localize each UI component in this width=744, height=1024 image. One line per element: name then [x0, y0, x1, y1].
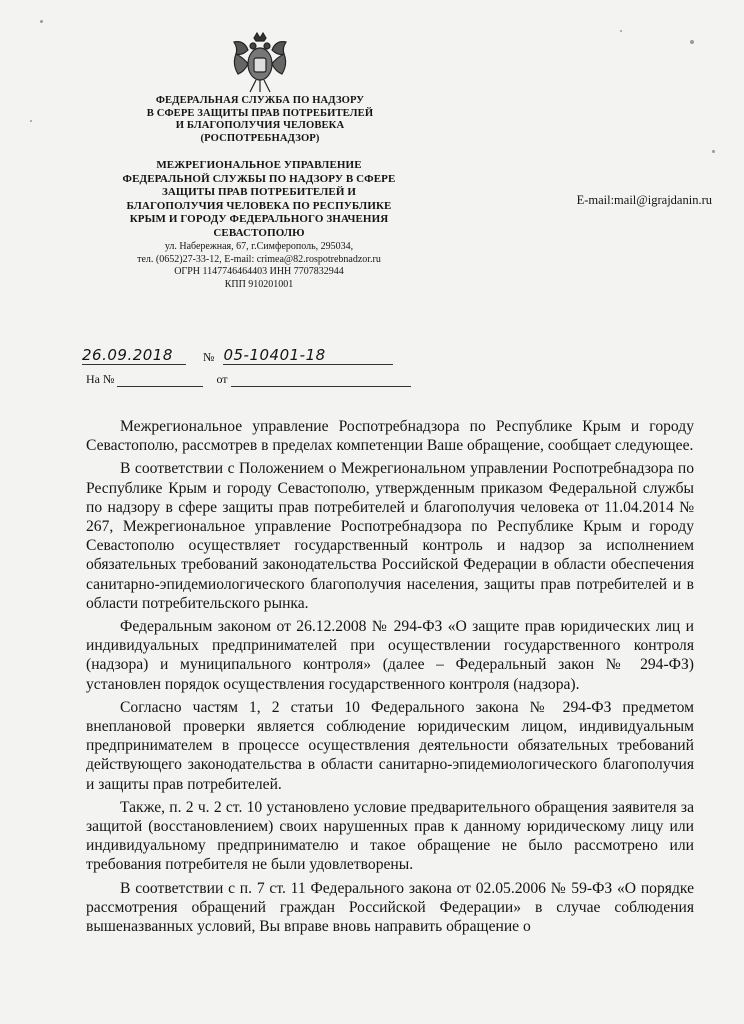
address-line: ул. Набережная, 67, г.Симферополь, 295034, [164, 241, 354, 252]
scan-speck [30, 120, 32, 122]
reference-line [86, 372, 411, 387]
office-line: КРЫМ И ГОРОДУ ФЕДЕРАЛЬНОГО ЗНАЧЕНИЯ [129, 213, 389, 226]
registration-number: 05-10401-18 [223, 346, 393, 365]
office-line: СЕВАСТОПОЛЮ [213, 226, 305, 239]
number-sign: № [203, 350, 215, 364]
reference-label: На № [86, 372, 115, 386]
body-paragraph: Также, п. 2 ч. 2 ст. 10 установлено условие предварительного обращения заявителя за защитой (восстановлением) своих нарушенных прав к данному юридическому лицу или индивидуальному предпринимателю и такое обращение не было рассмотрено или требования потребителя не были удовлетворены. [86, 798, 694, 874]
address-line: ОГРН 1147746464403 ИНН 7707832944 [174, 266, 344, 278]
office-header [96, 159, 422, 241]
reference-date-blank [231, 374, 411, 387]
agency-line: (РОСПОТРЕБНАДЗОР) [200, 132, 320, 144]
scan-speck [712, 150, 715, 153]
agency-header [110, 95, 410, 145]
letter-body [86, 417, 694, 941]
address-line: КПП 910201001 [224, 278, 294, 290]
address-line: тел. (0652)27-33-12, E-mail: crimea@82.rospotrebnadzor.ru [137, 253, 381, 265]
body-paragraph: Федеральным законом от 26.12.2008 № 294-ФЗ «О защите прав юридических лиц и индивидуальных предпринимателей при осуществлении государственного контроля (надзора) и муниципального контроля» (далее – Федеральный закон № 294-ФЗ) установлен порядок осуществления государственного контроля (надзора). [86, 618, 694, 693]
agency-line: ФЕДЕРАЛЬНАЯ СЛУЖБА ПО НАДЗОРУ [155, 95, 365, 106]
office-address-block [96, 241, 422, 291]
recipient-email: E-mail:mail@igrajdanin.ru [576, 193, 712, 207]
body-paragraph: Согласно частям 1, 2 статьи 10 Федерального закона № 294-ФЗ предметом внеплановой проверки является соблюдение юридическим лицом, индивидуальным предпринимателем в процессе осуществления деятельности обязательных требований действующего законодательства в области санитарно-эпидемиологического благополучия и защиты прав потребителей. [86, 698, 694, 793]
office-line: БЛАГОПОЛУЧИЯ ЧЕЛОВЕКА ПО РЕСПУБЛИКЕ [126, 199, 392, 212]
coat-of-arms-emblem-icon [228, 30, 292, 96]
registration-date: 26.09.2018 [82, 346, 186, 365]
registration-line [82, 346, 393, 365]
scan-speck [40, 20, 43, 23]
body-paragraph: В соответствии с Положением о Межрегиональном управлении Роспотребнадзора по Республике Крым и городу Севастополю, утвержденным приказом Федеральной службы по надзору в сфере защиты прав потребителей и благополучия человека от 11.04.2014 № 267, Межрегиональное управление Роспотребнадзора по Республике Крым и городу Севастополю осуществляет государственный контроль и надзор за исполнением обязательных требований законодательства Российской Федерации в области обеспечения санитарно-эпидемиологического благополучия населения, защиты прав потребителей и в области потребительского рынка. [86, 460, 694, 612]
office-line: МЕЖРЕГИОНАЛЬНОЕ УПРАВЛЕНИЕ [156, 159, 362, 171]
office-line: ЗАЩИТЫ ПРАВ ПОТРЕБИТЕЛЕЙ И [161, 186, 357, 199]
scan-speck [620, 30, 622, 32]
reference-number-blank [117, 374, 203, 387]
agency-line: И БЛАГОПОЛУЧИЯ ЧЕЛОВЕКА [175, 120, 345, 132]
body-paragraph: В соответствии с п. 7 ст. 11 Федерального закона от 02.05.2006 № 59-ФЗ «О порядке рассмотрения обращений граждан Российской Федерации» в случае соблюдения вышеназванных условий, Вы вправе вновь направить обращение о [86, 879, 694, 936]
agency-line: В СФЕРЕ ЗАЩИТЫ ПРАВ ПОТРЕБИТЕЛЕЙ [146, 107, 374, 119]
reference-from-label: от [216, 372, 228, 386]
office-line: ФЕДЕРАЛЬНОЙ СЛУЖБЫ ПО НАДЗОРУ В СФЕРЕ [122, 172, 396, 185]
body-paragraph: Межрегиональное управление Роспотребнадзора по Республике Крым и городу Севастополю, рассмотрев в пределах компетенции Ваше обращение, сообщает следующее. [86, 418, 694, 455]
scan-speck [690, 40, 694, 44]
